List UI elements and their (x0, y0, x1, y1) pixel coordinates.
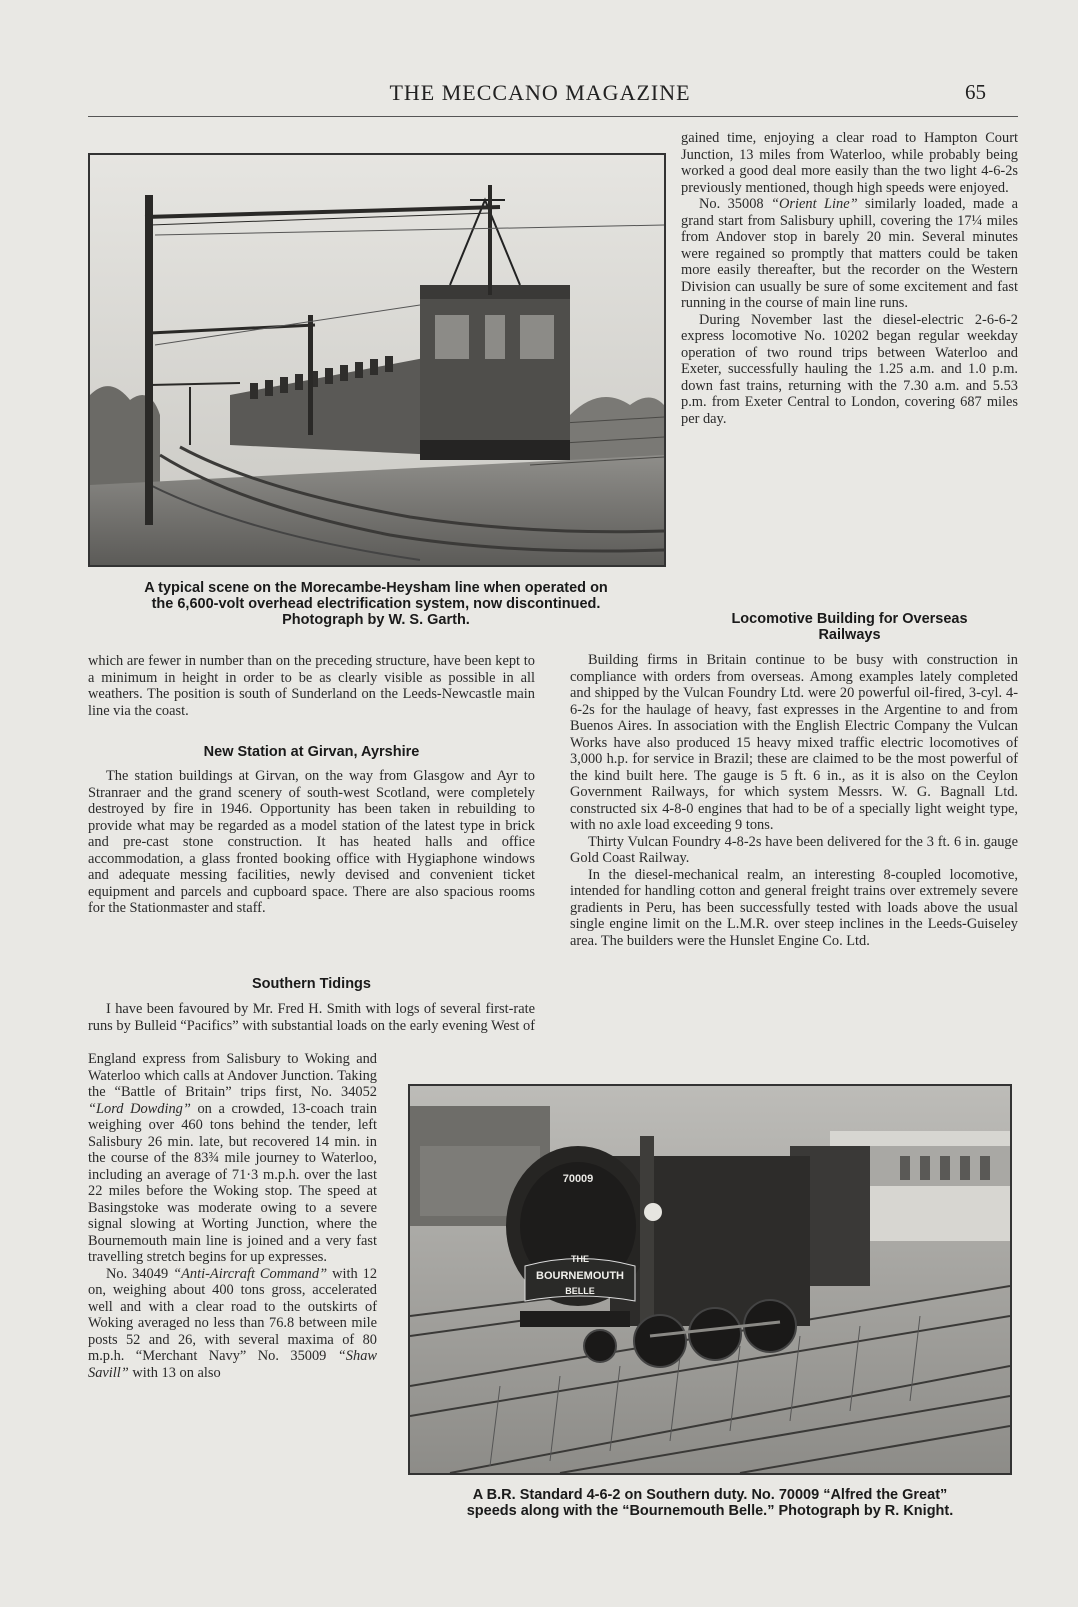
paragraph: Building firms in Britain continue to be busy with construction in compliance with orders from overseas. Among examples lately completed and shipped by the Vulcan Foundry Ltd. were 20 powerful oil-fired, 3-cyl. 4-6-2s for the haulage of heavy, fast expresses in the Argentine to and from Buenos Aires. In association with the English Electric Company the Vulcan Works have also produced 15 heavy mixed traffic electric locomotives of 3,000 h.p. for service in Brazil; these are claimed to be the most powerful of the kind built here. The gauge is 5 ft. 6 in., as it is also on the Ceylon Government Railways, for which system Messrs. W. G. Bagnall Ltd. constructed six 4-8-0 engines that had to be of a specially light weight type, with no axle load exceeding 9 tons. (570, 652, 1018, 833)
right-column-text (681, 130, 1018, 427)
southern-section-narrow-text (88, 1051, 377, 1381)
figure1-caption-line3: Photograph by W. S. Garth. (282, 612, 470, 628)
locomotive-name: “Anti-Aircraft Command” (173, 1265, 328, 1282)
headboard-line2: BOURNEMOUTH (536, 1270, 624, 1282)
photo-steam-locomotive (408, 1084, 1012, 1475)
girvan-section-text (88, 768, 535, 917)
overseas-section-text (570, 652, 1018, 949)
figure2-caption-line2: speeds along with the “Bournemouth Belle.” Photograph by R. Knight. (466, 1503, 954, 1519)
figure1-caption-line1: A typical scene on the Morecambe-Heysham line when operated on (144, 580, 608, 596)
electric-train-illustration (90, 155, 664, 565)
southern-section-wide-text (88, 1001, 535, 1034)
headboard-line1: THE (571, 1254, 589, 1264)
figure1-caption (86, 580, 666, 628)
paragraph: which are fewer in number than on the preceding structure, have been kept to a minimum in height in order to be as clearly visible as possible in all weathers. The position is south of Sunderland on the Leeds-Newcastle main line via the coast. (88, 653, 535, 719)
steam-locomotive-illustration (410, 1086, 1010, 1473)
paragraph (681, 196, 1018, 312)
text-run: with 13 on also (128, 1364, 221, 1381)
header-divider (88, 116, 1018, 117)
text-run: similarly loaded, made a grand start from Salisbury uphill, covering the 17¼ miles from Andover stop in barely 20 min. Several minutes were regained so promptly that matters could be taken more easily thereafter, but the recorder on the Western Division can usually be sure of some excitement and fast running in the course of main line runs. (681, 196, 1019, 311)
locomotive-name: “Lord Dowding” (88, 1100, 191, 1117)
heading-line: Railways (818, 627, 881, 643)
paragraph: gained time, enjoying a clear road to Hampton Court Junction, 13 miles from Waterloo, while probably being worked a good deal more easily than the two light 4-6-2s previously mentioned, though high speeds were enjoyed. (681, 130, 1018, 196)
smokebox-number: 70009 (562, 1173, 594, 1185)
paragraph (88, 1051, 377, 1266)
paragraph: In the diesel-mechanical realm, an interesting 8-coupled locomotive, intended for handling cotton and general freight trains over extremely severe gradients in Peru, has been successfully tested with loads above the usual single engine limit on the L.M.R. over steep inclines in the Leeds-Guiseley area. The builders were the Hunslet Engine Co. Ltd. (570, 866, 1018, 949)
figure2-caption-line1: A B.R. Standard 4-6-2 on Southern duty. No. 70009 “Alfred the Great” (472, 1487, 948, 1503)
headboard-line3: BELLE (565, 1286, 595, 1296)
left-column-intro (88, 653, 535, 719)
figure2-caption (390, 1487, 1030, 1519)
text-run: on a crowded, 13-coach train weighing over 460 tons behind the tender, left Salisbury 26 min. late, but recovered 14 min. in the course of the 83¾ mile journey to Waterloo, including an average of 71·3 m.p.h. over the last 22 miles before the Woking stop. The speed at Basingstoke was moderate owing to a severe signal slowing at Worting Junction, where the Bournemouth main line is joined and a very fast travelling stretch begins for up expresses. (88, 1100, 377, 1265)
paragraph (88, 1266, 377, 1382)
paragraph: Thirty Vulcan Foundry 4-8-2s have been delivered for the 3 ft. 6 in. gauge Gold Coast Railway. (570, 833, 1018, 866)
heading-locomotive-building (681, 611, 1018, 643)
figure1-caption-line2: the 6,600-volt overhead electrification system, now discontinued. (151, 596, 601, 612)
text-run: No. 34049 (106, 1265, 174, 1282)
paragraph: The station buildings at Girvan, on the way from Glasgow and Ayr to Stranraer and the grand scenery of south-west Scotland, were completely destroyed by fire in 1946. Opportunity has been taken in rebuilding to provide what may be regarded as a model station of the latest type in brick and pre-cast stone construction. It has heated halls and office accommodation, a glass fronted booking office with Hygiaphone windows and adequate messing facilities, newly devised and convenient ticket equipment and parcels and cupboard space. There are also spacious rooms for the Stationmaster and staff. (88, 768, 535, 916)
heading-girvan: New Station at Girvan, Ayrshire (203, 744, 420, 760)
heading-southern-tidings: Southern Tidings (252, 976, 371, 992)
locomotive-name: “Orient Line” (771, 196, 858, 212)
locomotive-name: “Shaw Savill” (88, 1348, 377, 1381)
text-run: England express from Salisbury to Woking and Waterloo which calls at Andover Junction. Taking the “Battle of Britain” trips first, No. 34052 (88, 1051, 377, 1100)
photo-electric-train (88, 153, 666, 567)
magazine-title: THE MECCANO MAGAZINE (389, 80, 691, 105)
paragraph: I have been favoured by Mr. Fred H. Smith with logs of several first-rate runs by Bulleid “Pacifics” with substantial loads on the early evening West of (88, 1001, 535, 1034)
page-number: 65 (965, 80, 986, 104)
heading-line: Locomotive Building for Overseas (731, 611, 968, 627)
paragraph: During November last the diesel-electric 2-6-6-2 express locomotive No. 10202 began regular weekday operation of two round trips between Waterloo and Exeter, successfully hauling the 1.25 a.m. and 1.0 p.m. down fast trains, returning with the 7.30 a.m. and 5.53 p.m. from Exeter Central to London, covering 687 miles per day. (681, 311, 1018, 427)
text-run: No. 35008 (699, 196, 772, 212)
text-run: with 12 on, weighing about 400 tons gross, accelerated well and with a clear road to the outskirts of Woking averaged no less than 76.8 between mile posts 52 and 26, with several maxima of 80 m.p.h. “Merchant Navy” No. 35009 (88, 1265, 378, 1364)
